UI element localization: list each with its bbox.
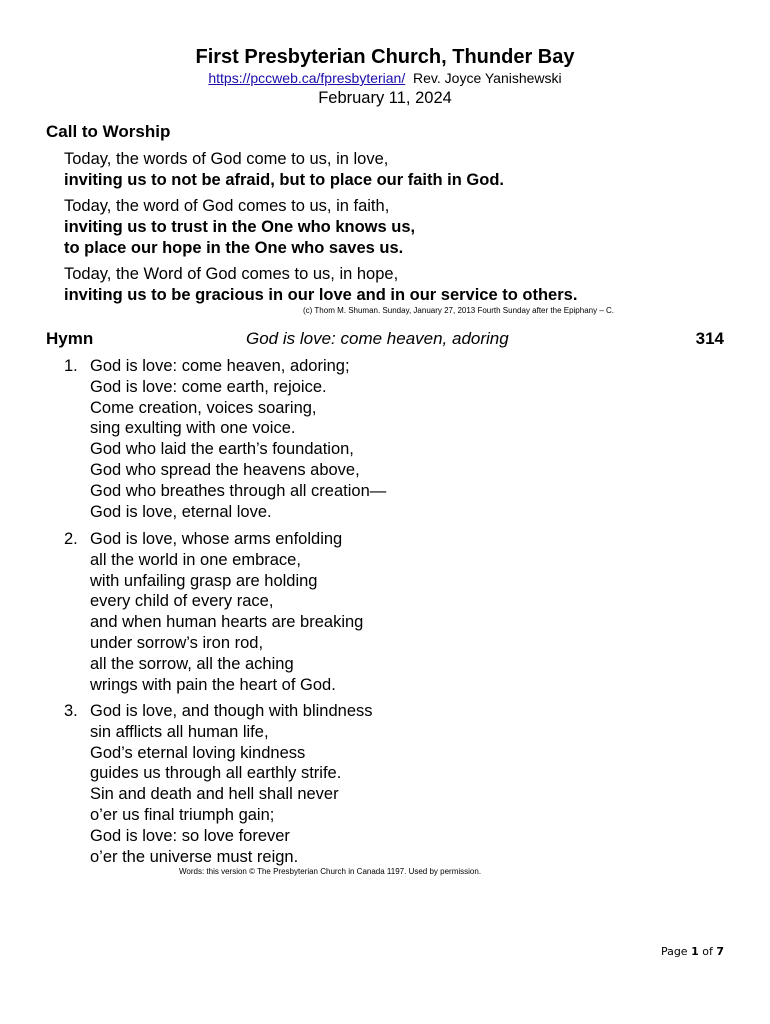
call-to-worship-line: Today, the word of God comes to us, in faith, [64, 197, 390, 215]
verse-number: 1. [64, 357, 78, 375]
verse-line: with unfailing grasp are holding [90, 571, 318, 590]
verse-line: o’er us final triumph gain; [90, 805, 275, 824]
call-to-worship-stanza-1 [64, 149, 504, 191]
hymn-verse-1 [64, 356, 386, 522]
page-of: of [702, 945, 713, 958]
minister-name: Rev. Joyce Yanishewski [413, 70, 562, 86]
call-to-worship-line: Today, the words of God come to us, in love, [64, 150, 389, 168]
verse-line: God is love, and though with blindness [90, 702, 373, 720]
hymn-number: 314 [695, 329, 724, 348]
hymn-credit: Words: this version © The Presbyterian Church in Canada 1197. Used by permission. [179, 867, 482, 876]
page-total: 7 [716, 945, 724, 958]
verse-line: God who breathes through all creation— [90, 481, 387, 500]
service-date: February 11, 2024 [318, 89, 452, 107]
verse-line: sin afflicts all human life, [90, 722, 269, 741]
header-subline [0, 70, 770, 86]
page-label: Page [660, 945, 688, 958]
hymn-heading: Hymn [46, 329, 94, 348]
church-title: First Presbyterian Church, Thunder Bay [195, 46, 575, 68]
verse-line: God is love, eternal love. [90, 502, 272, 521]
verse-number: 2. [64, 530, 78, 548]
call-to-worship-line: Today, the Word of God comes to us, in hope, [64, 265, 399, 283]
hymn-verse-3 [64, 701, 373, 867]
verse-line: o’er the universe must reign. [90, 847, 299, 866]
verse-line: all the sorrow, all the aching [90, 654, 294, 673]
verse-line: every child of every race, [90, 592, 274, 611]
verse-line: God is love: come earth, rejoice. [90, 377, 327, 396]
verse-number: 3. [64, 702, 78, 720]
verse-line: under sorrow’s iron rod, [90, 633, 264, 652]
verse-line: and when human hearts are breaking [90, 613, 364, 632]
verse-line: God is love: come heaven, adoring; [90, 357, 350, 375]
hymn-verse-2 [64, 529, 363, 695]
verse-line: God who spread the heavens above, [90, 460, 360, 479]
verse-line: Sin and death and hell shall never [90, 785, 339, 804]
call-to-worship-stanza-2 [64, 196, 415, 259]
verse-line: wrings with pain the heart of God. [90, 675, 336, 694]
call-to-worship-response: to place our hope in the One who saves us. [64, 239, 404, 257]
page-current: 1 [691, 945, 699, 958]
call-to-worship-heading: Call to Worship [46, 122, 171, 141]
verse-line: God’s eternal loving kindness [90, 743, 306, 762]
page-number [661, 945, 724, 958]
verse-line: all the world in one embrace, [90, 550, 301, 569]
call-to-worship-stanza-3 [64, 264, 577, 306]
verse-line: sing exulting with one voice. [90, 419, 296, 438]
verse-line: God is love, whose arms enfolding [90, 530, 343, 548]
call-to-worship-response: inviting us to be gracious in our love and in our service to others. [64, 286, 578, 304]
hymn-title: God is love: come heaven, adoring [246, 329, 509, 348]
call-to-worship-response: inviting us to not be afraid, but to place our faith in God. [64, 171, 504, 189]
call-to-worship-response: inviting us to trust in the One who knows us, [64, 218, 416, 236]
call-to-worship-credit: (c) Thom M. Shuman. Sunday, January 27, 2013 Fourth Sunday after the Epiphany – C. [303, 306, 614, 315]
verse-line: guides us through all earthly strife. [90, 764, 342, 783]
verse-line: God who laid the earth’s foundation, [90, 440, 354, 459]
verse-line: God is love: so love forever [90, 826, 290, 845]
church-website-link[interactable]: https://pccweb.ca/fpresbyterian/ [208, 70, 406, 86]
verse-line: Come creation, voices soaring, [90, 398, 317, 417]
